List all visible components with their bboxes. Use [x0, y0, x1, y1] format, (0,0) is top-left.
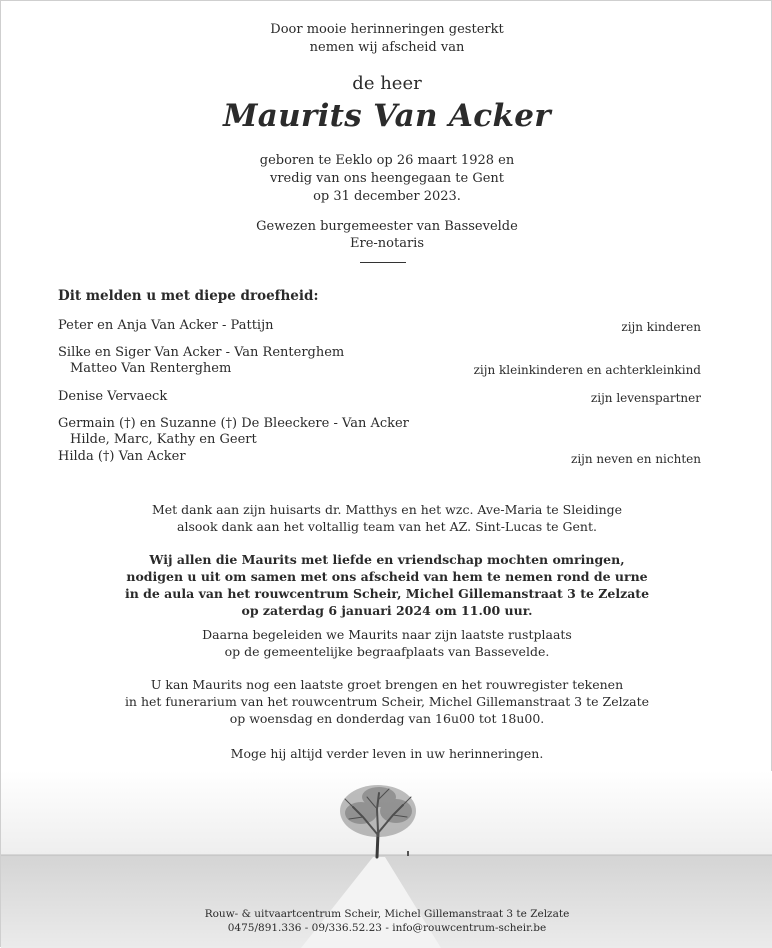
- salutation: de heer: [352, 73, 422, 94]
- visit-line: op woensdag en donderdag van 16u00 tot 18u00.: [229, 711, 545, 726]
- thanks-text: [1, 501, 772, 535]
- visit-line: in het funerarium van het rouwcentrum Scheir, Michel Gillemanstraat 3 te Zelzate: [124, 694, 650, 709]
- ceremony-line: op zaterdag 6 januari 2024 om 11.00 uur.: [241, 603, 533, 618]
- intro-line: nemen wij afscheid van: [309, 40, 465, 55]
- intro-text: [1, 21, 772, 57]
- family-member: Matteo Van Renterghem: [70, 361, 232, 376]
- family-member: Denise Vervaeck: [58, 389, 168, 404]
- family-member: Germain (†) en Suzanne (†) De Bleeckere - Van Acker: [58, 416, 409, 431]
- deceased-name: Maurits Van Acker: [223, 98, 551, 134]
- announcement-heading: Dit melden u met diepe droefheid:: [58, 288, 319, 304]
- title-line: Ere-notaris: [349, 236, 424, 251]
- birth-line: vredig van ons heengegaan te Gent: [270, 171, 504, 186]
- ceremony-line: nodigen u uit om samen met ons afscheid van hem te nemen rond de urne: [126, 569, 648, 584]
- relation-label: zijn levenspartner: [590, 391, 701, 405]
- burial-line: Daarna begeleiden we Maurits naar zijn laatste rustplaats: [202, 627, 572, 642]
- birth-line: geboren te Eeklo op 26 maart 1928 en: [259, 153, 515, 168]
- family-member: Peter en Anja Van Acker - Pattijn: [58, 318, 274, 333]
- family-member: Hilde, Marc, Kathy en Geert: [70, 432, 257, 447]
- title-line: Gewezen burgemeester van Bassevelde: [256, 219, 518, 234]
- birth-death-info: [1, 152, 772, 206]
- family-member: Silke en Siger Van Acker - Van Renterghem: [58, 345, 345, 360]
- birth-line: op 31 december 2023.: [313, 189, 461, 204]
- funeral-home-footer: [1, 907, 772, 935]
- burial-line: op de gemeentelijke begraafplaats van Bassevelde.: [224, 644, 550, 659]
- closing-wish: Moge hij altijd verder leven in uw herinneringen.: [230, 746, 544, 761]
- honorary-titles: [1, 218, 772, 252]
- ceremony-line: Wij allen die Maurits met liefde en vriendschap mochten omringen,: [149, 552, 625, 567]
- footer-line: 0475/891.336 - 09/336.52.23 - info@rouwcentrum-scheir.be: [227, 922, 547, 934]
- relation-label: zijn kleinkinderen en achterkleinkind: [473, 363, 701, 377]
- visit-line: U kan Maurits nog een laatste groet brengen en het rouwregister tekenen: [150, 677, 624, 692]
- footer-line: Rouw- & uitvaartcentrum Scheir, Michel Gillemanstraat 3 te Zelzate: [204, 908, 570, 920]
- relation-label: zijn neven en nichten: [571, 452, 701, 466]
- divider: [360, 262, 406, 263]
- burial-info: [1, 626, 772, 660]
- ceremony-invitation: [1, 551, 772, 619]
- thanks-line: alsook dank aan het voltallig team van het AZ. Sint-Lucas te Gent.: [177, 519, 597, 534]
- visitation-info: [1, 676, 772, 727]
- thanks-line: Met dank aan zijn huisarts dr. Matthys en het wzc. Ave-Maria te Sleidinge: [151, 502, 623, 517]
- intro-line: Door mooie herinneringen gesterkt: [270, 22, 504, 37]
- family-member: Hilda (†) Van Acker: [58, 449, 186, 464]
- relation-label: zijn kinderen: [621, 320, 701, 334]
- ceremony-line: in de aula van het rouwcentrum Scheir, Michel Gillemanstraat 3 te Zelzate: [124, 586, 650, 601]
